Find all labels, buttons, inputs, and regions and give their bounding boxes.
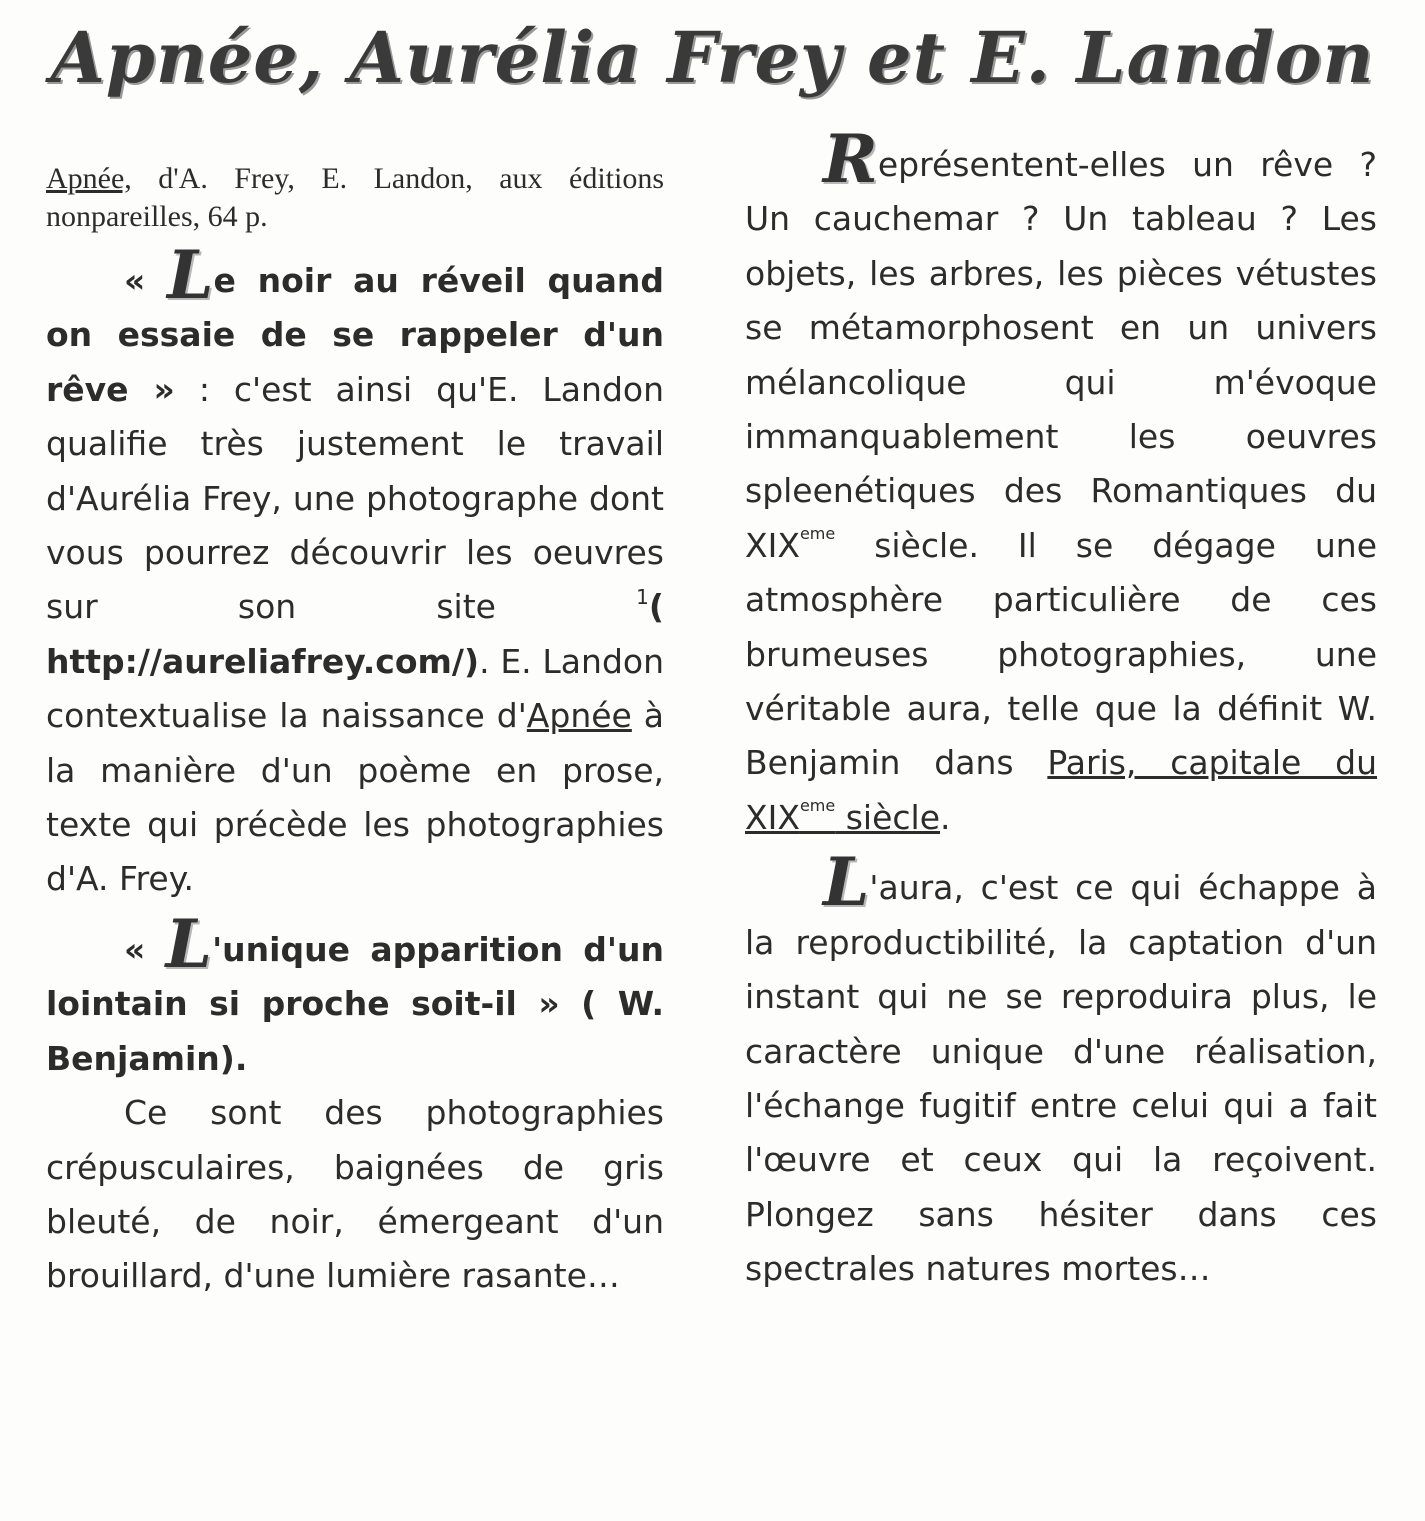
- text: 'aura, c'est ce qui échappe à la reproductibilité, la captation d'un instant qui ne se reproduira plus, le caractère unique d'une réalisation, l'échange fugitif entre celui qui a fait l'œuvre et ceux qui la reçoivent. Plongez sans hésiter dans ces spectrales natures mortes…: [745, 868, 1377, 1289]
- footnote-marker: 1: [636, 585, 649, 610]
- text: eprésentent-elles un rêve ? Un cauchemar ? Un tableau ? Les objets, les arbres, les pièces vétustes se métamorphosent en un univers mélancolique qui m'évoque immanquablement les oeuvres spleenétiques des Romantiques du XIX: [745, 145, 1377, 565]
- superscript: eme: [799, 523, 836, 543]
- paragraph-aura: [745, 843, 1377, 1296]
- text: : c'est ainsi qu'E. Landon qualifie très justement le travail d'Aurélia Frey, une photographe dont vous pourrez découvrir les oeuvres sur son site: [46, 369, 664, 627]
- quote-landon: e noir au réveil quand on essaie de se rappeler d'un rêve »: [46, 261, 664, 409]
- drop-cap: L: [167, 236, 214, 314]
- superscript: eme: [799, 795, 836, 815]
- article-title: Apnée, Aurélia Frey et E. Landon: [50, 16, 1375, 99]
- paragraph-dream: [745, 120, 1377, 845]
- quote-benjamin: 'unique apparition d'un lointain si proche soit-il » ( W. Benjamin).: [46, 929, 664, 1078]
- right-column: [745, 120, 1377, 1297]
- quote-open: «: [124, 261, 168, 300]
- text: . E. Landon contextualise la naissance d': [46, 641, 664, 736]
- text: .: [940, 797, 951, 837]
- text: siècle. Il se dégage une atmosphère particulière de ces brumeuses photographies, une véritable aura, telle que la définit W. Benjamin dans: [745, 525, 1377, 783]
- paragraph-photographs: Ce sont des photographies crépusculaires, baignées de gris bleuté, de noir, émergeant d'un brouillard, d'une lumière rasante…: [46, 1093, 664, 1296]
- book-reference: [46, 160, 664, 236]
- book-details: d'A. Frey, E. Landon, aux éditions nonpareilles, 64 p.: [46, 162, 664, 233]
- book-title-part: siècle: [835, 797, 941, 837]
- paragraph-quote-benjamin: [46, 904, 664, 1086]
- drop-cap: L: [165, 904, 213, 983]
- drop-cap: L: [823, 843, 870, 922]
- quote-open: «: [124, 929, 166, 969]
- site-url: ( http://aureliafrey.com/): [46, 587, 664, 681]
- book-title: Apnée: [526, 696, 632, 736]
- text: à la manière d'un poème en prose, texte qui précède les photographies d'A. Frey.: [46, 696, 664, 899]
- left-column: [46, 160, 664, 1304]
- book-title-part: Paris, capitale du XIX: [745, 743, 1377, 837]
- paragraph-quote-landon: [46, 236, 664, 907]
- drop-cap: R: [823, 120, 878, 198]
- book-title-ref: Apnée,: [46, 162, 132, 195]
